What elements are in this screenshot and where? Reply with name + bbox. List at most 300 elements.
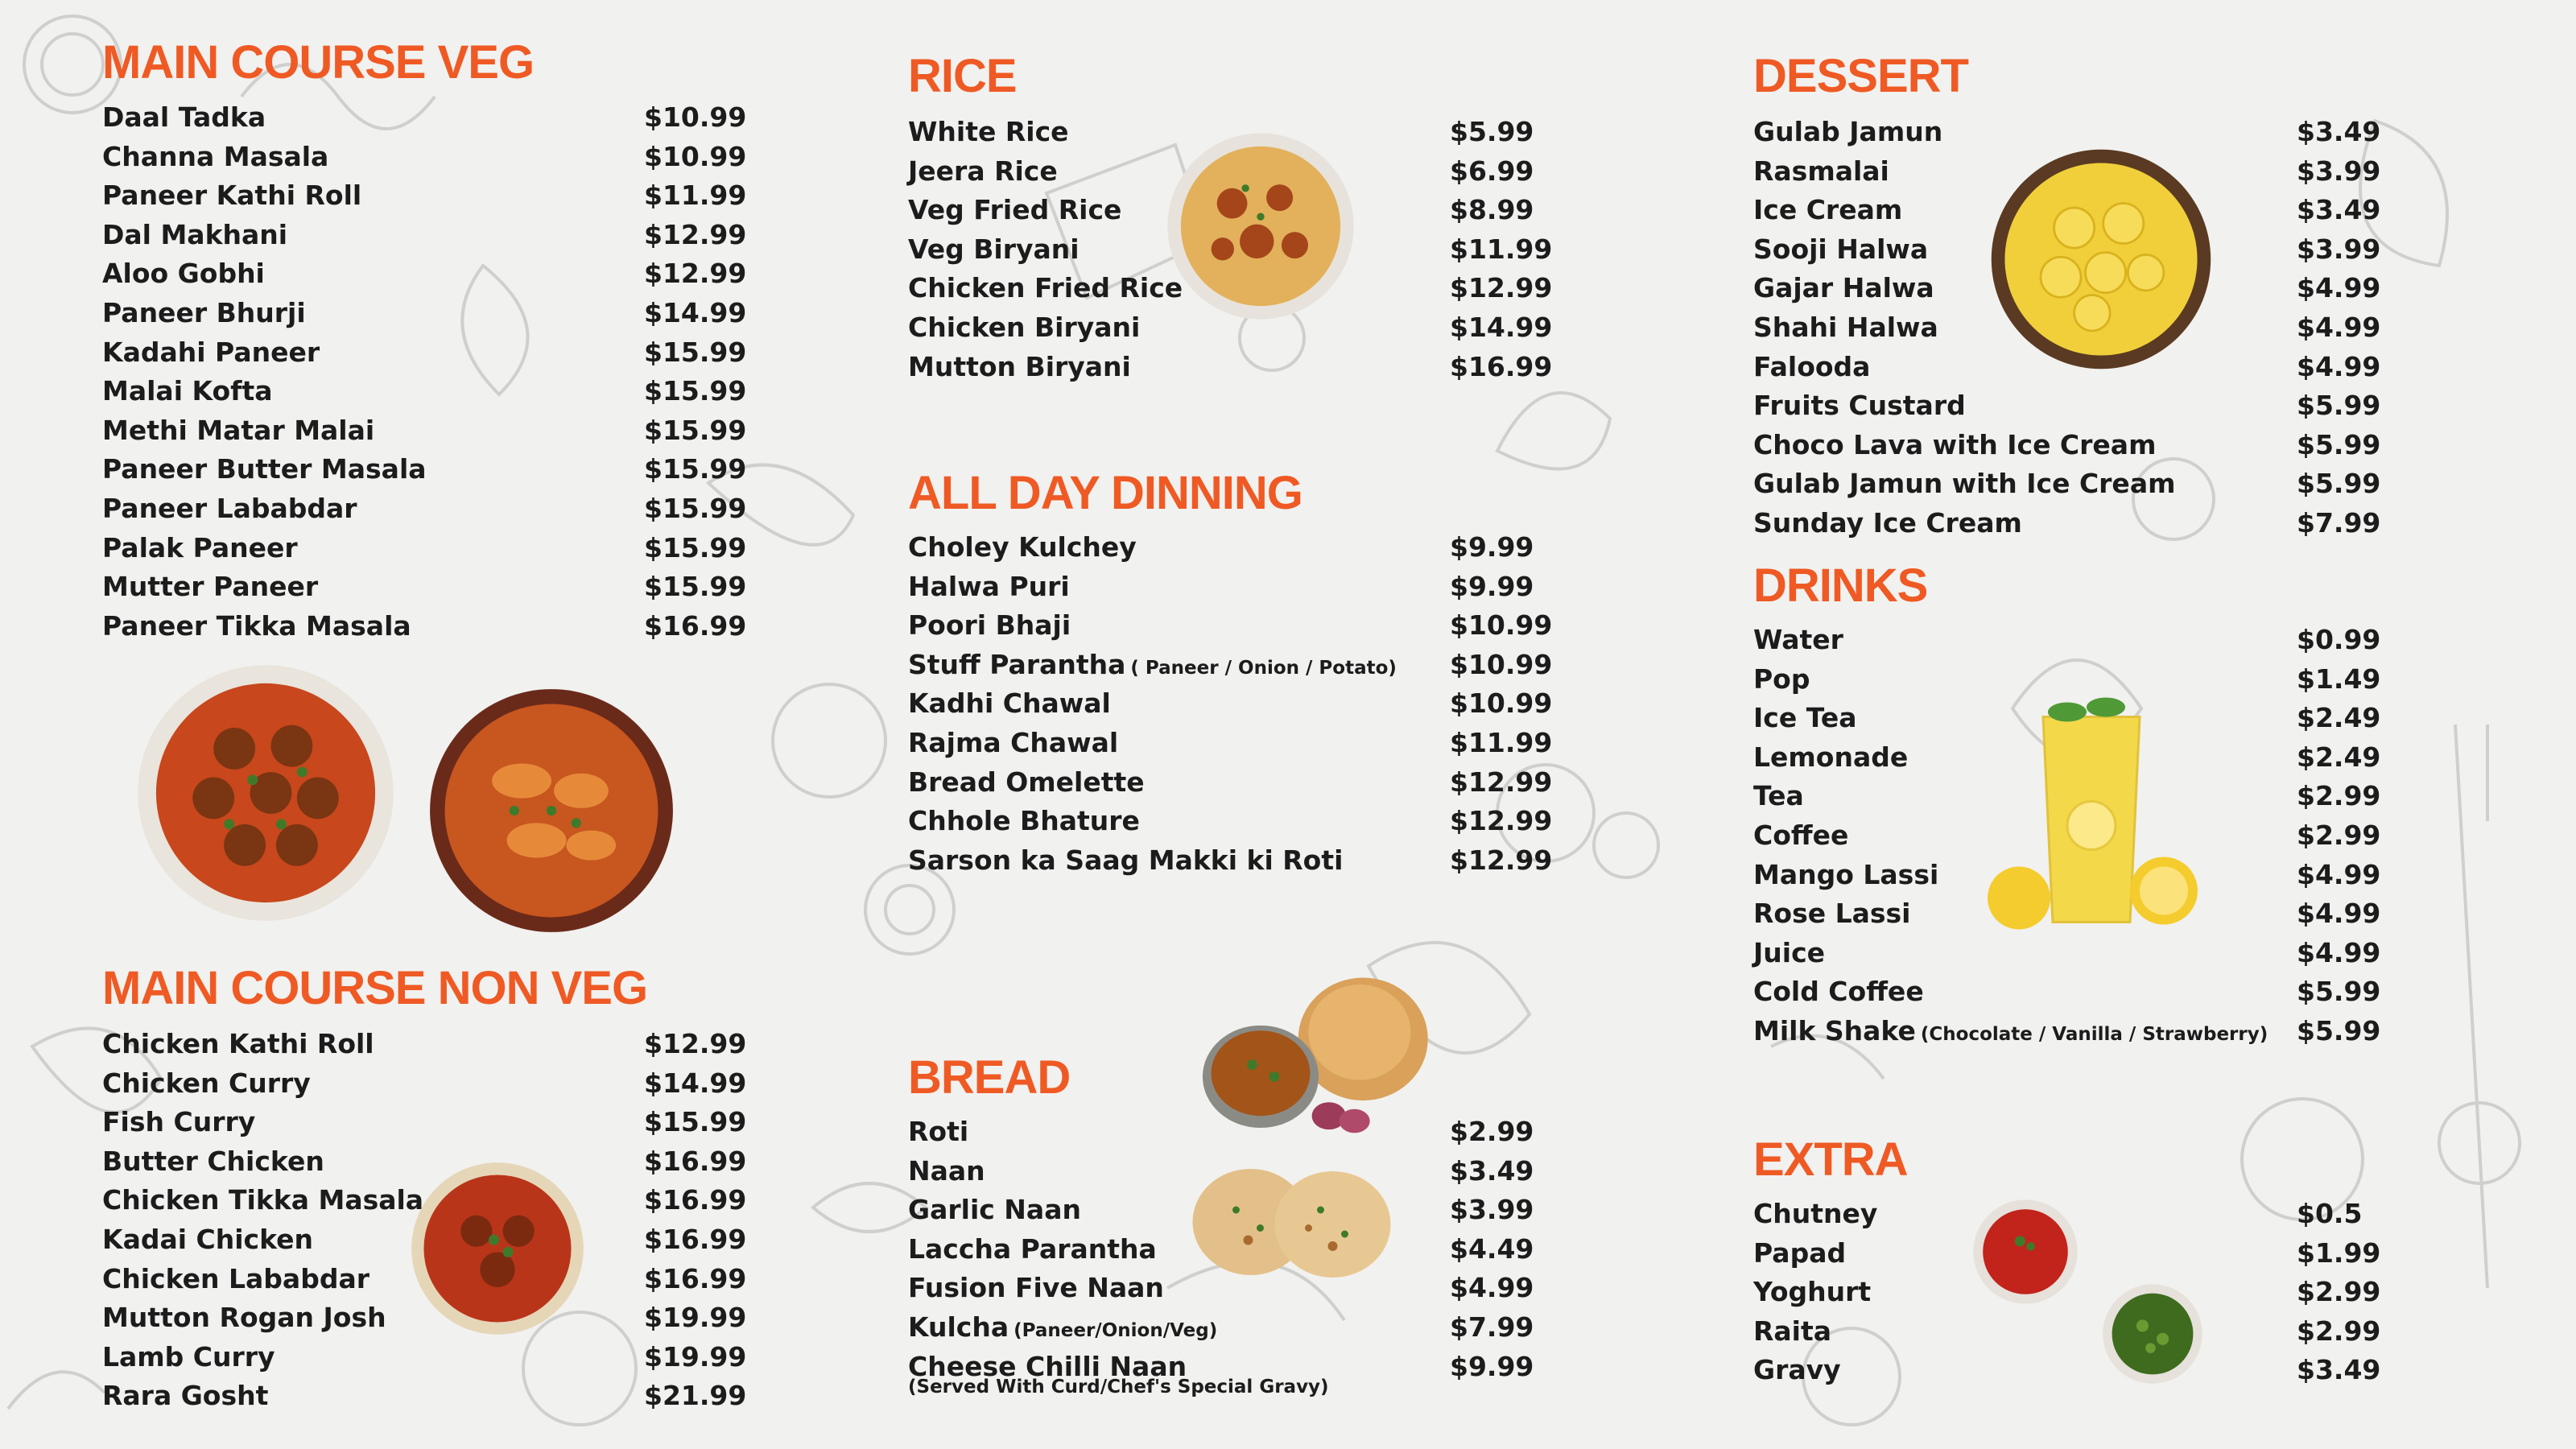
- menu-item: [908, 191, 1534, 230]
- menu-item: [1753, 464, 2381, 504]
- item-price: $4.99: [1450, 1272, 1534, 1304]
- item-price: $3.99: [1450, 1194, 1534, 1226]
- item-name: [908, 1191, 1081, 1230]
- section-main-course-non-veg: [102, 960, 747, 1416]
- item-price: $15.99: [644, 1106, 747, 1138]
- menu-item: [908, 841, 1553, 881]
- item-name-text: Kadhi Chawal: [908, 687, 1111, 720]
- item-name-text: Channa Masala: [102, 140, 329, 172]
- item-name: [102, 1181, 423, 1220]
- menu-item: [908, 646, 1553, 685]
- item-name-text: Butter Chicken: [102, 1145, 324, 1177]
- item-name: [908, 269, 1183, 308]
- menu-item: [1753, 816, 2381, 856]
- item-name-text: Rara Gosht: [102, 1380, 269, 1412]
- menu-item: [102, 1338, 747, 1377]
- item-price: $4.49: [1450, 1232, 1534, 1265]
- item-price: $5.99: [2297, 468, 2381, 500]
- item-name: [908, 1152, 985, 1191]
- menu-item: [908, 1113, 1534, 1152]
- item-price: $3.99: [2297, 233, 2381, 265]
- section-title: MAIN COURSE VEG: [102, 36, 535, 89]
- item-name-text: Ice Tea: [1753, 702, 1857, 734]
- item-name: [1753, 504, 2022, 543]
- item-name: [102, 333, 320, 373]
- menu-item: [1753, 426, 2381, 465]
- item-price: $2.99: [2297, 780, 2381, 812]
- item-name: [908, 230, 1080, 270]
- item-name-text: Shahi Halwa: [1753, 311, 1938, 343]
- item-name: [908, 348, 1131, 387]
- item-list: [1753, 621, 2381, 1051]
- section-title: RICE: [908, 50, 1017, 102]
- menu-item: [1753, 738, 2381, 778]
- item-name-text: Chhole Bhature: [908, 805, 1140, 837]
- item-name-text: Rasmalai: [1753, 155, 1889, 187]
- menu-item: [102, 1142, 747, 1182]
- item-name: [908, 1269, 1164, 1308]
- item-price: $12.99: [644, 218, 747, 250]
- item-name-text: Stuff Parantha: [908, 648, 1126, 680]
- section-title: ALL DAY DINNING: [908, 467, 1302, 519]
- item-name: [102, 411, 374, 451]
- item-name: [102, 1064, 311, 1104]
- menu-item: [908, 269, 1553, 308]
- menu-item: [908, 308, 1553, 348]
- item-name-text: Dal Makhani: [102, 218, 288, 250]
- item-price: $5.99: [2297, 1014, 2381, 1046]
- item-price: $3.49: [2297, 194, 2381, 226]
- item-name-text: Palak Paneer: [102, 531, 298, 564]
- section-extra: [1753, 1132, 2381, 1390]
- item-name: [1753, 816, 1848, 856]
- menu-item: [1753, 777, 2381, 816]
- item-name-text: Fruits Custard: [1753, 390, 1966, 422]
- section-title: EXTRA: [1753, 1133, 1908, 1186]
- item-name-text: Mutton Biryani: [908, 350, 1131, 382]
- fish-curry-bowl-image: [427, 687, 675, 935]
- item-name-text: Mutter Paneer: [102, 571, 319, 603]
- item-name-text: Coffee: [1753, 819, 1849, 851]
- section-title: MAIN COURSE NON VEG: [102, 962, 648, 1014]
- item-price: $11.99: [1450, 726, 1553, 758]
- menu-item: [102, 1025, 747, 1064]
- item-name: [1753, 230, 1928, 270]
- item-name-text: Paneer Kathi Roll: [102, 180, 362, 212]
- item-name: [102, 1142, 324, 1182]
- item-name: [908, 802, 1140, 841]
- menu-item: [908, 763, 1553, 803]
- item-price: $16.99: [644, 1223, 747, 1255]
- menu-item: [1753, 386, 2381, 426]
- menu-item: [908, 1152, 1534, 1191]
- item-name: [1753, 621, 1843, 660]
- item-price: $10.99: [1450, 609, 1553, 642]
- section-dessert: [1753, 48, 2381, 543]
- item-name: [1753, 152, 1889, 192]
- item-price: $6.99: [1450, 155, 1534, 187]
- item-price: $2.99: [1450, 1116, 1534, 1147]
- menu-item: [102, 254, 747, 294]
- item-price: $15.99: [644, 531, 747, 564]
- item-price: $16.99: [644, 609, 747, 642]
- item-name: [908, 568, 1070, 607]
- item-price: $12.99: [644, 258, 747, 290]
- item-name-text: Malai Kofta: [102, 375, 273, 407]
- item-name-text: Laccha Parantha: [908, 1232, 1157, 1265]
- item-name: [1753, 699, 1857, 738]
- item-price: $0.99: [2297, 624, 2381, 655]
- item-name-text: White Rice: [908, 116, 1069, 147]
- menu-item: [1753, 934, 2381, 973]
- item-name-text: Milk Shake: [1753, 1014, 1916, 1046]
- section-rice: [908, 48, 1553, 386]
- item-name-text: Kadahi Paneer: [102, 336, 320, 368]
- item-price: $3.99: [2297, 155, 2381, 187]
- item-list: [1753, 113, 2381, 543]
- item-name-text: Cold Coffee: [1753, 976, 1924, 1008]
- item-price: $2.99: [2297, 1276, 2381, 1308]
- item-name-text: Paneer Butter Masala: [102, 453, 427, 485]
- item-price: $15.99: [644, 414, 747, 446]
- menu-item: [1753, 1234, 2381, 1274]
- item-price: $2.99: [2297, 819, 2381, 851]
- item-name: [908, 1113, 968, 1152]
- menu-item: [102, 1064, 747, 1104]
- item-name-text: Methi Matar Malai: [102, 414, 375, 446]
- menu-item: [102, 411, 747, 451]
- item-price: $16.99: [644, 1184, 747, 1216]
- item-name-text: Chicken Biryani: [908, 311, 1141, 343]
- item-name-text: Lemonade: [1753, 741, 1909, 773]
- menu-item: [1753, 191, 2381, 230]
- item-name: [1753, 1312, 1831, 1352]
- item-name: [1753, 660, 1810, 700]
- item-price: $4.99: [2297, 350, 2381, 382]
- chicken-curry-bowl-image: [410, 1161, 585, 1336]
- item-list: [908, 113, 1553, 386]
- item-name: [102, 607, 411, 646]
- item-price: $12.99: [1450, 805, 1553, 837]
- item-name: [1753, 1351, 1841, 1390]
- green-chutney-bowl-image: [2102, 1283, 2203, 1385]
- menu-item: [908, 528, 1534, 568]
- item-price: $12.99: [1450, 272, 1553, 304]
- item-name-text: Sarson ka Saag Makki ki Roti: [908, 844, 1344, 876]
- item-name: [102, 529, 298, 568]
- item-name: [1753, 1012, 2268, 1055]
- section-title: DESSERT: [1753, 50, 1968, 102]
- item-price: $11.99: [1450, 233, 1553, 265]
- item-name: [102, 568, 318, 607]
- item-name: [908, 724, 1118, 763]
- item-price: $19.99: [644, 1302, 747, 1334]
- menu-item: [1753, 269, 2381, 308]
- item-name-text: Choley Kulchey: [908, 531, 1137, 563]
- menu-item: [1753, 308, 2381, 348]
- item-name-text: Falooda: [1753, 350, 1871, 382]
- item-price: $21.99: [644, 1380, 747, 1412]
- menu-item: [1753, 504, 2381, 543]
- item-price: $12.99: [1450, 844, 1553, 876]
- menu-item: [1753, 1195, 2363, 1234]
- item-price: $7.99: [1450, 1311, 1534, 1343]
- menu-item: [102, 450, 747, 489]
- item-price: $4.99: [2297, 936, 2381, 968]
- item-price: $15.99: [644, 571, 747, 603]
- menu-item: [908, 1269, 1534, 1308]
- item-list: [908, 528, 1553, 880]
- menu-item: [1753, 699, 2381, 738]
- item-price: $3.49: [2297, 1354, 2381, 1386]
- item-name-text: Gajar Halwa: [1753, 272, 1934, 304]
- item-name: [908, 1308, 1217, 1351]
- item-name-text: Yoghurt: [1753, 1276, 1872, 1308]
- item-price: $5.99: [2297, 428, 2381, 460]
- item-name: [1753, 894, 1911, 934]
- item-name-text: Fusion Five Naan: [908, 1272, 1164, 1304]
- menu-item: [1753, 152, 2381, 192]
- item-price: $10.99: [644, 101, 747, 133]
- item-name-text: Chicken Fried Rice: [908, 272, 1183, 304]
- menu-item: [102, 216, 747, 255]
- item-name-text: Kulcha: [908, 1311, 1009, 1343]
- item-price: $4.99: [2297, 858, 2381, 890]
- item-name-text: Choco Lava with Ice Cream: [1753, 428, 2157, 460]
- item-list: [908, 1113, 1534, 1397]
- menu-item: [102, 568, 747, 607]
- menu-item: [1753, 972, 2381, 1012]
- item-name: [1753, 972, 1924, 1012]
- item-name-text: Kadai Chicken: [102, 1223, 314, 1255]
- item-name: [1753, 777, 1804, 816]
- menu-item: [908, 606, 1553, 646]
- item-name: [1753, 464, 2175, 504]
- item-name-text: Aloo Gobhi: [102, 258, 265, 290]
- menu-item: [1753, 1012, 2381, 1051]
- item-name-text: Sooji Halwa: [1753, 233, 1929, 265]
- menu-item: [908, 113, 1534, 152]
- item-name: [102, 1220, 313, 1260]
- item-note: (Paneer/Onion/Veg): [1013, 1319, 1218, 1341]
- menu-item: [102, 333, 747, 373]
- item-price: $2.49: [2297, 702, 2381, 734]
- item-name-text: Chicken Kathi Roll: [102, 1028, 374, 1059]
- naan-image: [1187, 1162, 1393, 1282]
- section-title: DRINKS: [1753, 559, 1928, 612]
- section-bread: [908, 1050, 1534, 1397]
- menu-item: [102, 98, 747, 138]
- item-name: [102, 254, 265, 294]
- item-name-text: Bread Omelette: [908, 766, 1145, 798]
- item-name: [908, 191, 1121, 230]
- item-name: [102, 450, 427, 489]
- item-name-text: Daal Tadka: [102, 101, 266, 133]
- item-price: $7.99: [2297, 506, 2381, 539]
- item-price: $12.99: [644, 1028, 747, 1059]
- item-name-text: Halwa Puri: [908, 570, 1070, 602]
- section-title: BREAD: [908, 1051, 1071, 1104]
- menu-item: [1753, 660, 2381, 700]
- item-name: [102, 294, 306, 333]
- item-price: $3.49: [2297, 116, 2381, 147]
- item-name-text: Roti: [908, 1116, 969, 1147]
- menu-item: [908, 152, 1534, 192]
- item-price: $19.99: [644, 1340, 747, 1373]
- item-name: [102, 1377, 268, 1416]
- chutney-bowl-image: [1972, 1199, 2079, 1305]
- menu-item: [1753, 856, 2381, 895]
- menu-item: [908, 348, 1553, 387]
- item-name: [102, 216, 287, 255]
- item-price: $5.99: [2297, 976, 2381, 1008]
- item-price: $15.99: [644, 453, 747, 485]
- menu-item: [102, 529, 747, 568]
- menu-item: [908, 1230, 1534, 1269]
- item-price: $14.99: [644, 1067, 747, 1099]
- item-name: [908, 113, 1069, 152]
- menu-item: [908, 1191, 1534, 1230]
- item-price: $14.99: [1450, 311, 1553, 343]
- item-name: [102, 98, 266, 138]
- item-name-text: Raita: [1753, 1315, 1832, 1347]
- item-name: [1753, 386, 1966, 426]
- item-name: [908, 1230, 1157, 1269]
- item-name-text: Jeera Rice: [908, 155, 1058, 187]
- menu-item: [1753, 348, 2381, 387]
- section-main-course-veg: [102, 35, 747, 646]
- item-price: $1.99: [2297, 1236, 2381, 1269]
- item-name: [1753, 1234, 1846, 1274]
- item-name-text: Pop: [1753, 663, 1810, 695]
- item-name-text: Juice: [1753, 936, 1826, 968]
- menu-item: [1753, 894, 2381, 934]
- item-price: $10.99: [1450, 648, 1553, 680]
- item-price: $16.99: [1450, 350, 1553, 382]
- item-price: $2.99: [2297, 1315, 2381, 1347]
- item-name-text: Veg Fried Rice: [908, 194, 1122, 226]
- item-name: [1753, 348, 1870, 387]
- item-price: $3.49: [1450, 1154, 1534, 1187]
- item-name: [1753, 113, 1942, 152]
- item-name-text: Rose Lassi: [1753, 898, 1911, 930]
- item-name-text: Poori Bhaji: [908, 609, 1071, 642]
- item-name: [908, 841, 1343, 881]
- item-name-text: Gulab Jamun with Ice Cream: [1753, 468, 2176, 500]
- item-name: [102, 1298, 386, 1338]
- item-price: $16.99: [644, 1262, 747, 1294]
- item-name-text: Sunday Ice Cream: [1753, 506, 2022, 539]
- menu-item: [1753, 1312, 2381, 1352]
- item-name-text: Ice Cream: [1753, 194, 1903, 226]
- item-price: $4.99: [2297, 898, 2381, 930]
- menu-item: [908, 568, 1534, 607]
- item-note: ( Paneer / Onion / Potato): [1130, 657, 1397, 679]
- item-name-text: Veg Biryani: [908, 233, 1080, 265]
- item-subnote: (Served With Curd/Chef's Special Gravy): [908, 1376, 1329, 1397]
- lemonade-glass-image: [1971, 692, 2212, 942]
- menu-item: [102, 138, 747, 177]
- item-price: $4.99: [2297, 272, 2381, 304]
- menu-item: [102, 607, 747, 646]
- item-name-text: Mango Lassi: [1753, 858, 1939, 890]
- item-name: [1753, 308, 1938, 348]
- item-name: [1753, 934, 1825, 973]
- item-name-text: Gulab Jamun: [1753, 116, 1943, 147]
- item-name: [908, 684, 1111, 724]
- item-name: [908, 606, 1071, 646]
- menu-item: [102, 176, 747, 216]
- item-name-text: Naan: [908, 1154, 985, 1187]
- menu-item: [908, 230, 1553, 270]
- item-name: [908, 528, 1137, 568]
- menu-item: [1753, 1273, 2381, 1312]
- item-name: [1753, 1195, 1877, 1234]
- item-price: $10.99: [644, 140, 747, 172]
- biryani-bowl-image: [1166, 131, 1356, 321]
- item-price: $5.99: [1450, 116, 1534, 147]
- item-price: $14.99: [644, 296, 747, 328]
- rasmalai-bowl-image: [1989, 147, 2213, 371]
- item-price: $11.99: [644, 180, 747, 212]
- menu-item: [1753, 621, 2381, 660]
- item-name-text: Paneer Tikka Masala: [102, 609, 411, 642]
- item-name-text: Fish Curry: [102, 1106, 256, 1138]
- malai-kofta-bowl-image: [135, 663, 396, 923]
- item-name: [102, 372, 273, 411]
- item-price: $0.5: [2297, 1198, 2363, 1229]
- item-price: $12.99: [1450, 766, 1553, 798]
- item-price: $1.49: [2297, 663, 2381, 695]
- item-price: $16.99: [644, 1145, 747, 1177]
- item-name: [1753, 738, 1908, 778]
- item-name-text: Papad: [1753, 1236, 1847, 1269]
- item-price: $8.99: [1450, 194, 1534, 226]
- menu-item: [102, 294, 747, 333]
- menu-item: [908, 1308, 1534, 1348]
- item-name-text: Gravy: [1753, 1354, 1841, 1386]
- item-price: $15.99: [644, 336, 747, 368]
- item-name: [1753, 191, 1902, 230]
- item-name-text: Chicken Lababdar: [102, 1262, 369, 1294]
- item-name-text: Lamb Curry: [102, 1340, 275, 1373]
- item-name: [1753, 269, 1934, 308]
- item-price: $5.99: [2297, 390, 2381, 422]
- item-price: $2.49: [2297, 741, 2381, 773]
- item-list: [102, 98, 747, 646]
- item-price: $9.99: [1450, 1350, 1534, 1382]
- menu-item: [102, 1298, 747, 1338]
- item-name: [908, 763, 1145, 803]
- item-price: $15.99: [644, 492, 747, 524]
- menu-item: [908, 724, 1553, 763]
- item-name: [1753, 426, 2156, 465]
- item-name: [102, 1025, 374, 1064]
- section-all-day-dinning: [908, 465, 1553, 880]
- item-name-text: Cheese Chilli Naan: [908, 1350, 1187, 1382]
- item-name-text: Paneer Lababdar: [102, 492, 357, 524]
- menu-item: [102, 1377, 747, 1416]
- menu-item: [1753, 113, 2381, 152]
- item-name: [102, 1103, 255, 1142]
- item-price: $9.99: [1450, 531, 1534, 563]
- item-price: $9.99: [1450, 570, 1534, 602]
- item-name: [1753, 1273, 1871, 1312]
- item-price: $10.99: [1450, 687, 1553, 720]
- item-name-text: Garlic Naan: [908, 1194, 1081, 1226]
- item-name-text: Paneer Bhurji: [102, 296, 306, 328]
- item-name: [102, 138, 328, 177]
